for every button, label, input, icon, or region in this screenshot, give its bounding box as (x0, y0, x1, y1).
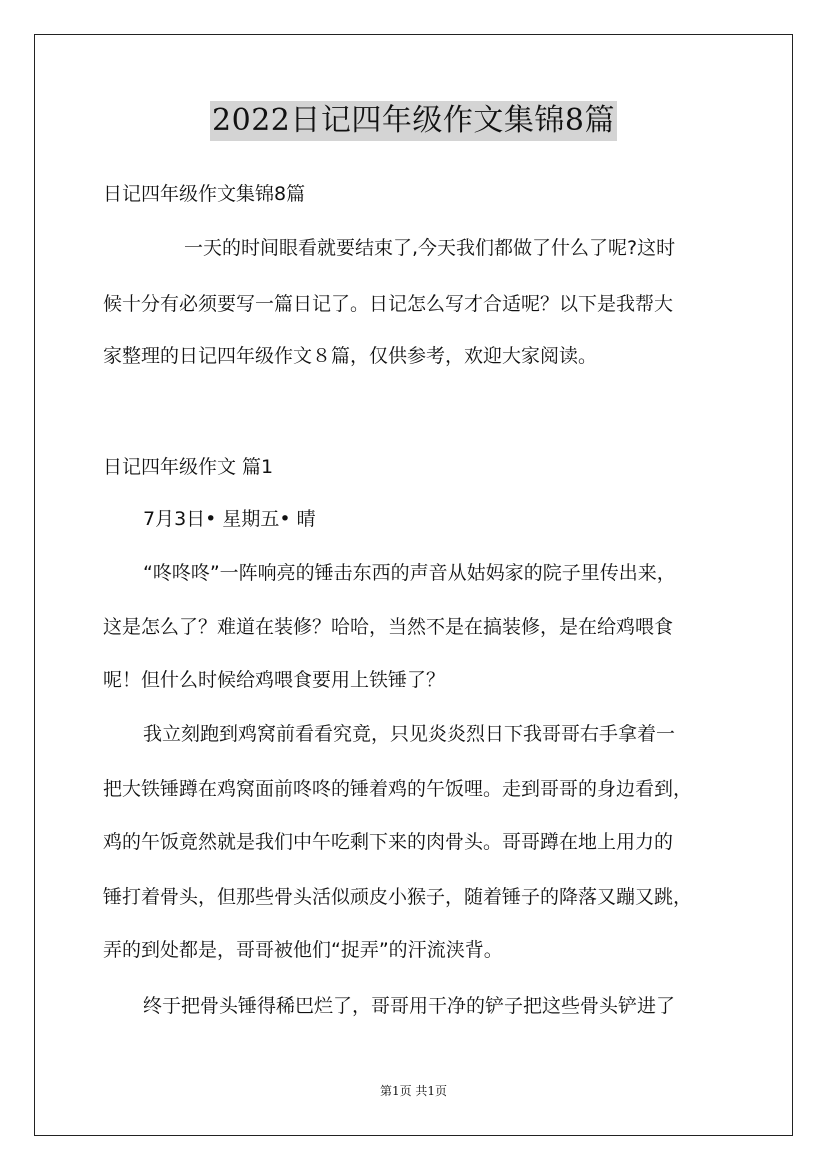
paragraph-1-line-2: 这是怎么了？难道在装修？哈哈，当然不是在搞装修，是在给鸡喂食 (103, 616, 674, 638)
title-container (0, 101, 827, 141)
section-heading: 日记四年级作文 篇1 (103, 456, 274, 478)
intro-line-2: 候十分有必须要写一篇日记了。日记怎么写才合适呢？以下是我帮大 (103, 293, 674, 315)
page-footer: 第1页 共1页 (379, 1084, 448, 1098)
document-title: 2022日记四年级作文集锦8篇 (210, 101, 617, 141)
paragraph-2-line-3: 鸡的午饭竟然就是我们中午吃剩下来的肉骨头。哥哥蹲在地上用力的 (103, 831, 674, 853)
paragraph-2-line-2: 把大铁锤蹲在鸡窝面前咚咚的锤着鸡的午饭哩。走到哥哥的身边看到， (103, 778, 693, 800)
paragraph-1-line-1: “咚咚咚”一阵响亮的锤击东西的声音从姑妈家的院子里传出来， (143, 562, 676, 584)
intro-line-1: 一天的时间眼看就要结束了,今天我们都做了什么了呢?这时 (184, 237, 676, 259)
paragraph-2-line-4: 锤打着骨头，但那些骨头活似顽皮小猴子，随着锤子的降落又蹦又跳， (103, 886, 693, 908)
document-subtitle: 日记四年级作文集锦8篇 (103, 183, 306, 205)
intro-line-3: 家整理的日记四年级作文８篇，仅供参考，欢迎大家阅读。 (103, 345, 598, 367)
date-line: 7月3日• 星期五• 晴 (143, 508, 316, 530)
paragraph-2-line-5: 弄的到处都是，哥哥被他们“捉弄”的汗流浃背。 (103, 939, 503, 961)
paragraph-3-line-1: 终于把骨头锤得稀巴烂了，哥哥用干净的铲子把这些骨头铲进了 (143, 995, 676, 1017)
paragraph-1-line-3: 呢！但什么时候给鸡喂食要用上铁锤了？ (103, 669, 446, 691)
paragraph-2-line-1: 我立刻跑到鸡窝前看看究竟，只见炎炎烈日下我哥哥右手拿着一 (143, 723, 676, 745)
